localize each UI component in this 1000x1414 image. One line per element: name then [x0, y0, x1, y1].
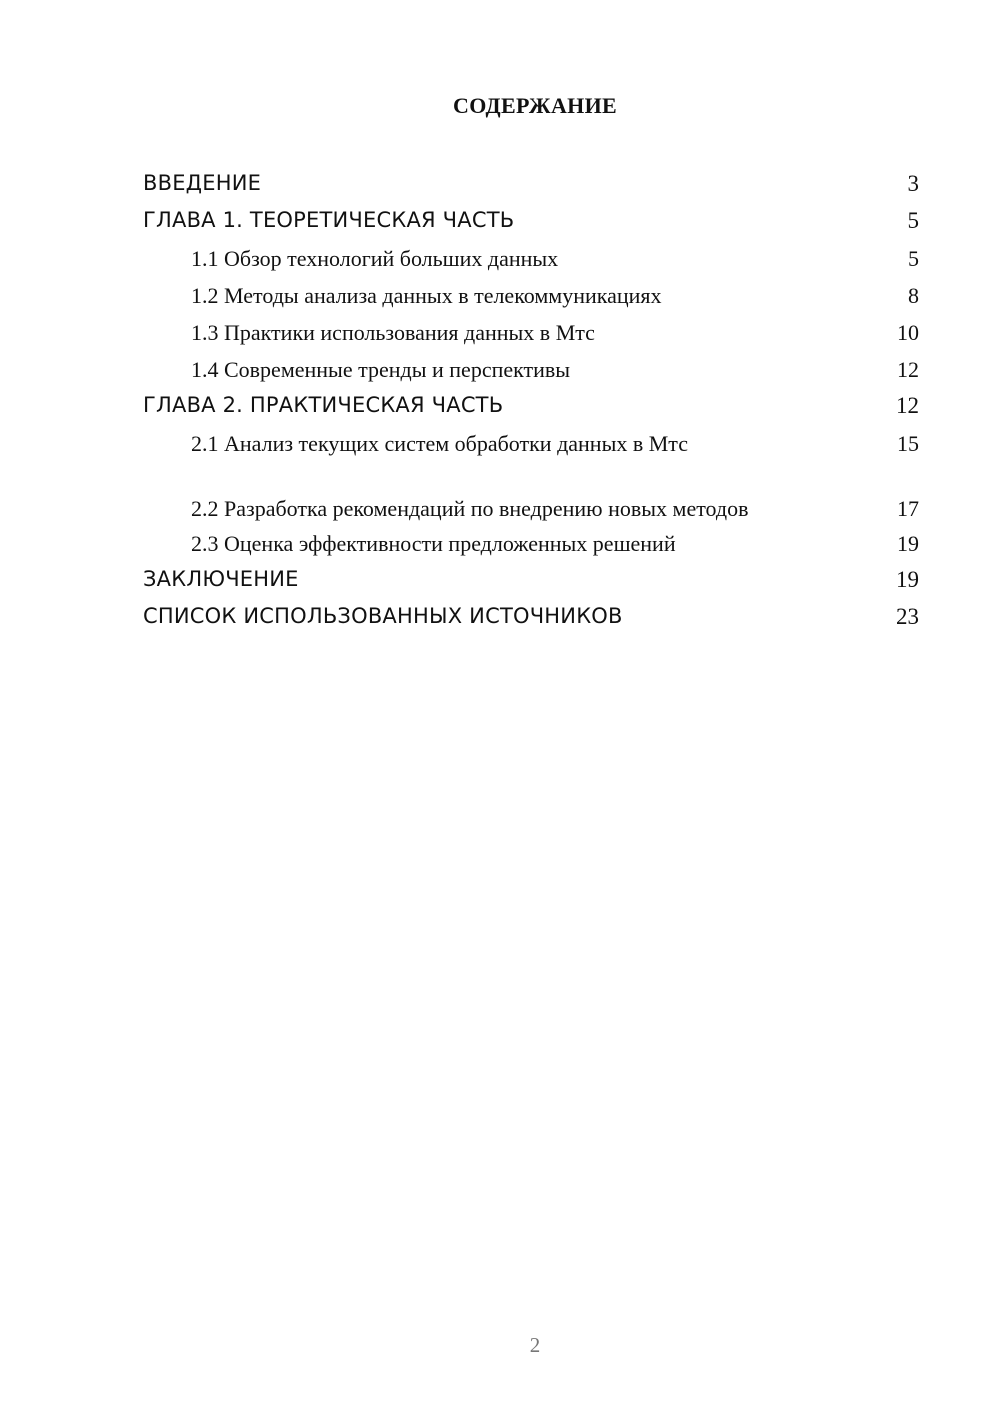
toc-entry-section-2-1[interactable]	[143, 426, 919, 463]
toc-entry-page: 5	[908, 246, 919, 271]
toc-entry-label: 2.2 Разработка рекомендаций по внедрению новых методов	[191, 496, 749, 521]
toc-entry-page: 5	[907, 208, 919, 233]
toc-entry-page: 23	[896, 604, 919, 629]
toc-entry-label: ГЛАВА 1. ТЕОРЕТИЧЕСКАЯ ЧАСТЬ	[143, 208, 515, 232]
table-of-contents	[143, 167, 919, 637]
toc-entry-page: 17	[897, 496, 919, 521]
toc-entry-section-1-1[interactable]	[143, 241, 919, 278]
toc-entry-section-1-3[interactable]	[143, 315, 919, 352]
toc-entry-references[interactable]	[143, 600, 919, 637]
toc-entry-chapter-1[interactable]	[143, 204, 919, 241]
toc-entry-label: ГЛАВА 2. ПРАКТИЧЕСКАЯ ЧАСТЬ	[143, 393, 504, 417]
toc-entry-label: ЗАКЛЮЧЕНИЕ	[143, 567, 299, 591]
toc-entry-page: 12	[896, 393, 919, 418]
toc-entry-label: 2.3 Оценка эффективности предложенных решений	[191, 531, 676, 556]
toc-entry-label: ВВЕДЕНИЕ	[143, 171, 262, 195]
toc-entry-page: 8	[908, 283, 919, 308]
toc-entry-conclusion[interactable]	[143, 563, 919, 600]
toc-entry-chapter-2[interactable]	[143, 389, 919, 426]
toc-entry-label: 1.2 Методы анализа данных в телекоммуникациях	[191, 283, 662, 308]
toc-entry-section-1-4[interactable]	[143, 352, 919, 389]
toc-entry-label: 1.4 Современные тренды и перспективы	[191, 357, 571, 382]
page-number: 2	[529, 1333, 541, 1357]
toc-entry-label: СПИСОК ИСПОЛЬЗОВАННЫХ ИСТОЧНИКОВ	[143, 604, 623, 628]
toc-entry-introduction[interactable]	[143, 167, 919, 204]
toc-entry-section-1-2[interactable]	[143, 278, 919, 315]
toc-entry-section-2-2[interactable]	[143, 463, 919, 526]
toc-entry-label: 1.1 Обзор технологий больших данных	[191, 246, 559, 271]
toc-entry-page: 19	[896, 567, 919, 592]
toc-entry-page: 19	[897, 531, 919, 556]
page-title: СОДЕРЖАНИЕ	[453, 93, 617, 118]
toc-entry-label: 1.3 Практики использования данных в Мтс	[191, 320, 595, 345]
toc-entry-page: 15	[897, 431, 919, 456]
toc-entry-label: 2.1 Анализ текущих систем обработки данных в Мтс	[191, 431, 688, 456]
toc-entry-page: 12	[897, 357, 919, 382]
toc-entry-page: 3	[907, 171, 919, 196]
toc-entry-section-2-3[interactable]	[143, 526, 919, 563]
toc-entry-page: 10	[897, 320, 919, 345]
